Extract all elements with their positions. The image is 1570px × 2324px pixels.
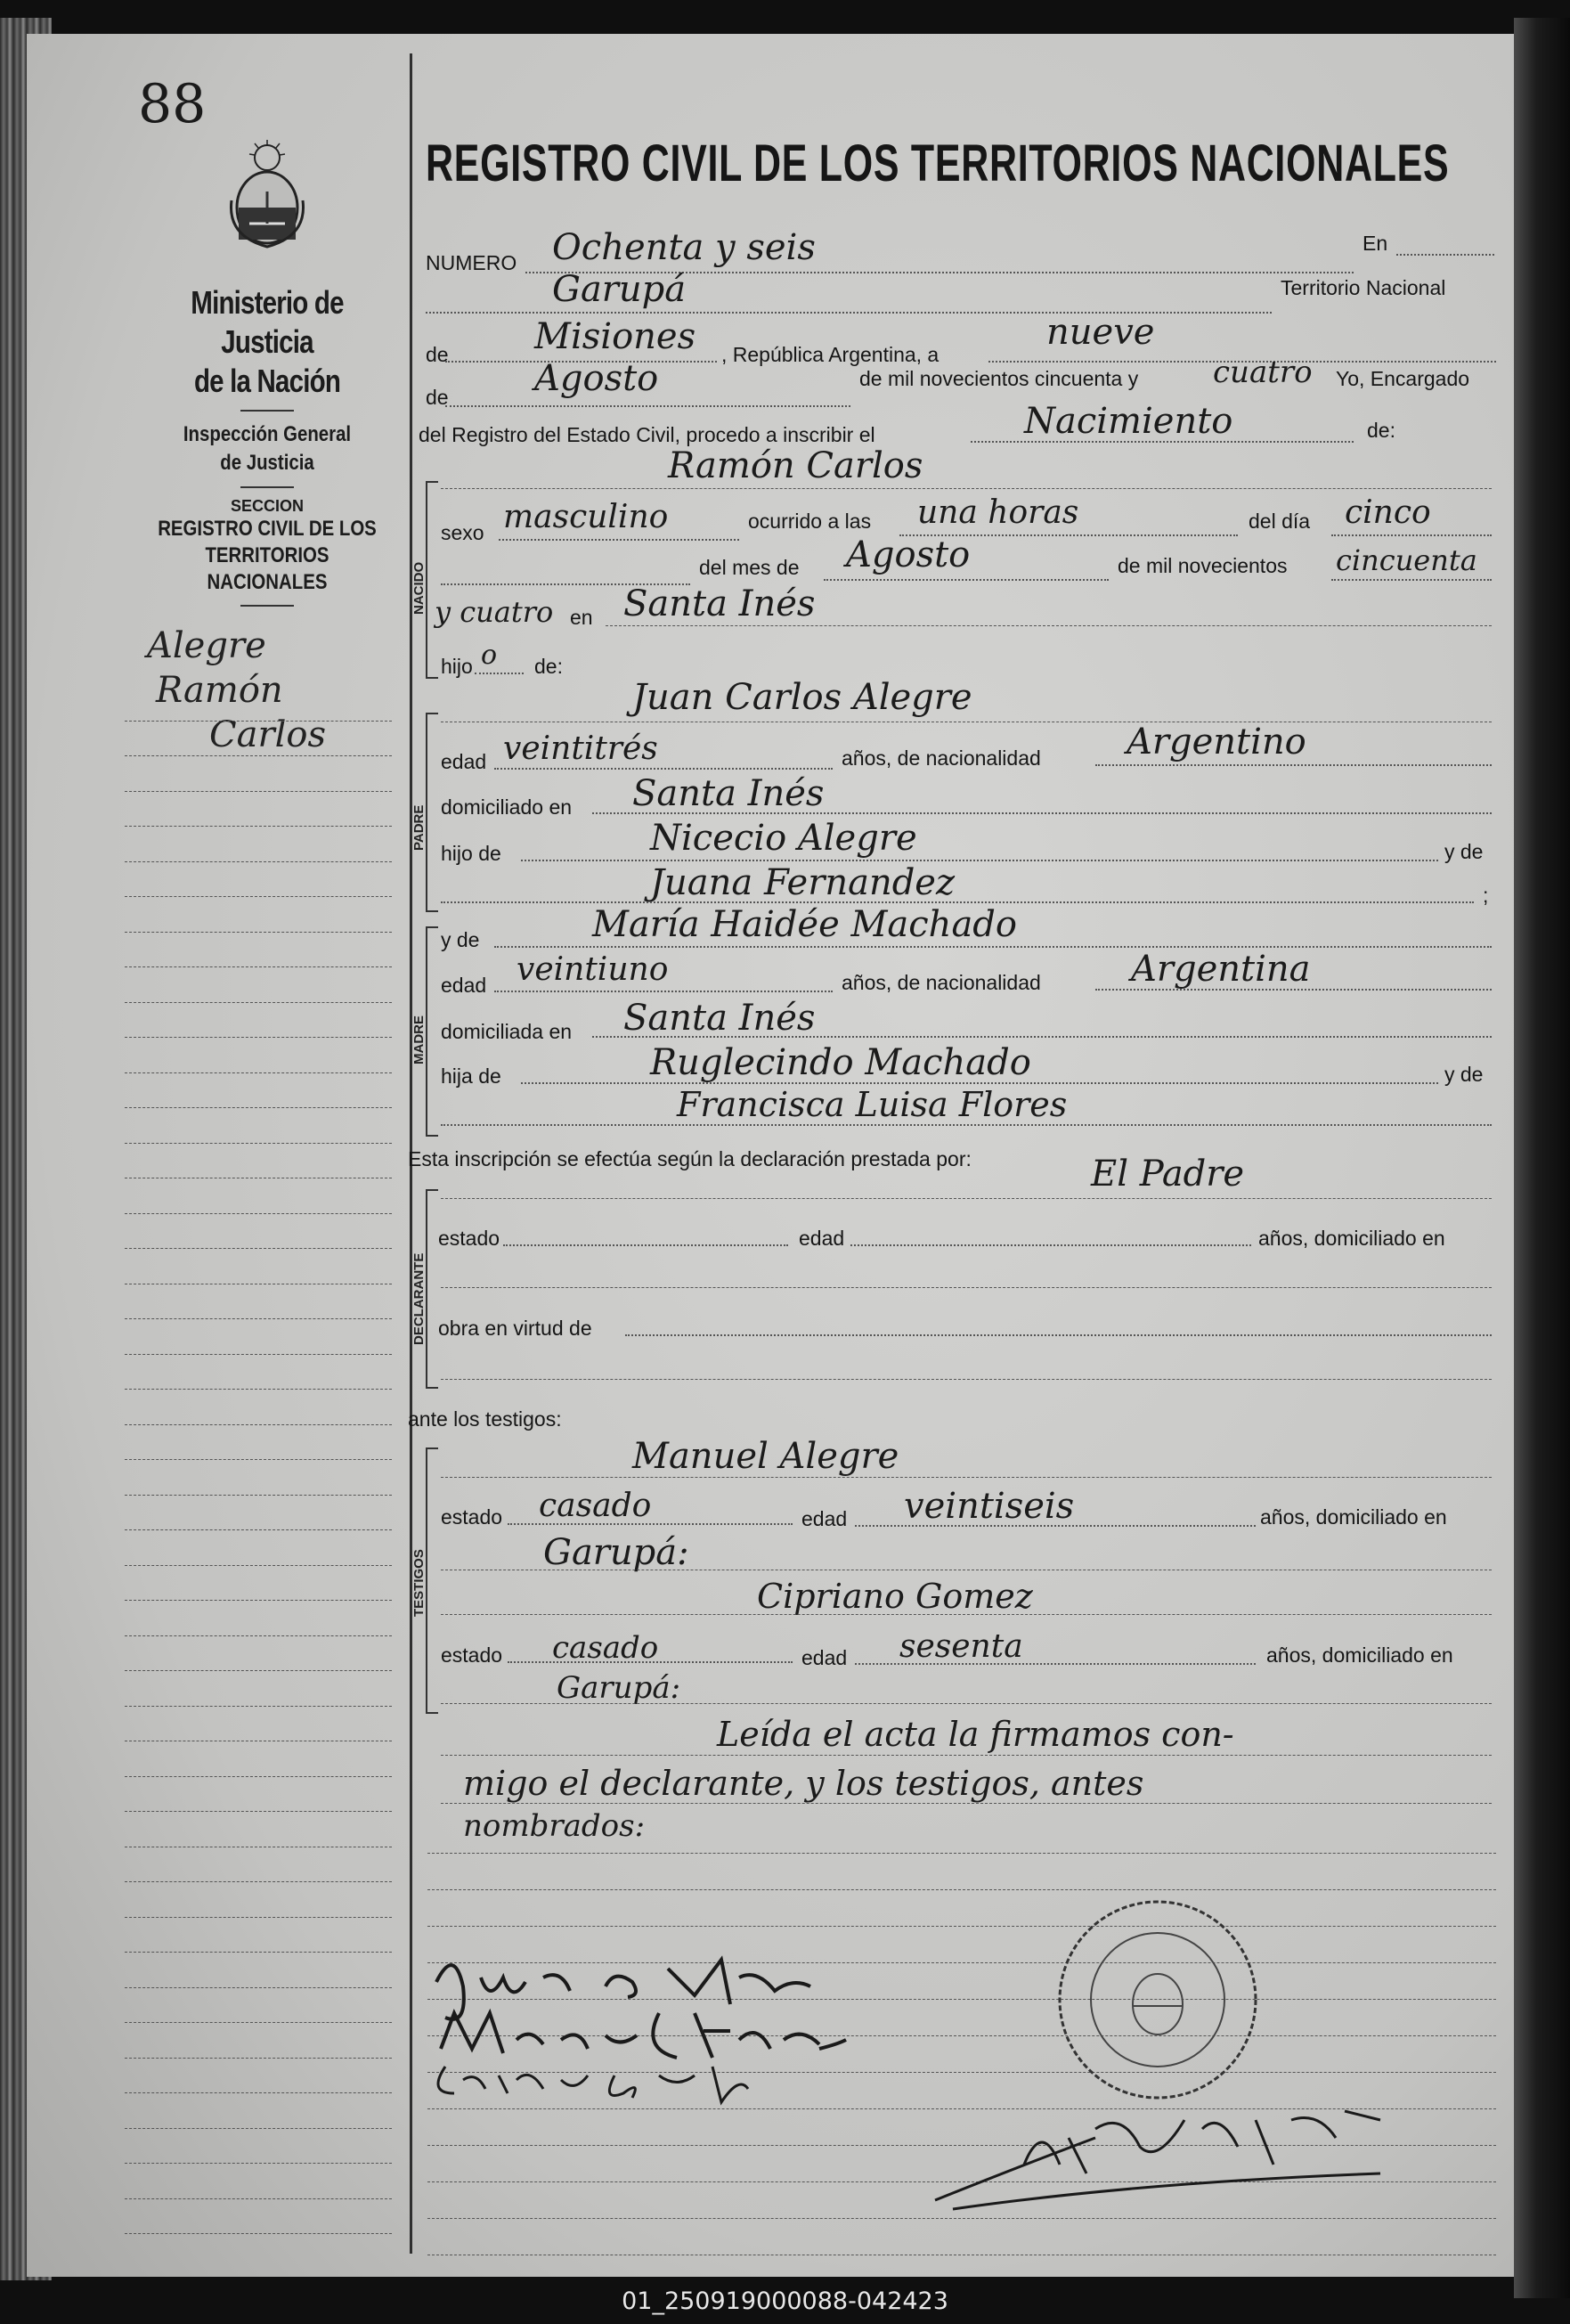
en-label: En — [1363, 232, 1388, 255]
padre-semicolon: ; — [1483, 884, 1489, 907]
w2-dom-value: Garupá: — [557, 1670, 681, 1706]
madre-hija-label: hija de — [441, 1064, 501, 1088]
mes-value: Agosto — [846, 534, 971, 575]
ministry-block — [125, 283, 410, 616]
coat-of-arms-icon — [223, 138, 312, 249]
official-stamp-icon — [1055, 1897, 1260, 2102]
witness2-name: Cipriano Gomez — [757, 1577, 1033, 1616]
declarante-intro-value: El Padre — [1091, 1154, 1245, 1195]
dia-value: cinco — [1345, 494, 1431, 531]
w1-anios-label: años, domiciliado en — [1260, 1505, 1447, 1529]
margin-firstname: Ramón — [156, 670, 283, 711]
maternal-grandmother: Francisca Luisa Flores — [677, 1085, 1068, 1124]
madre-bracket — [426, 926, 438, 1137]
margin-middlename: Carlos — [209, 714, 326, 755]
section-line-1: REGISTRO CIVIL DE LOS — [158, 517, 377, 541]
padre-nac-value: Argentino — [1127, 722, 1306, 762]
madre-yde-label: y de — [441, 928, 480, 951]
w1-edad-label: edad — [801, 1507, 848, 1530]
padre-dom-value: Santa Inés — [632, 773, 825, 814]
page-edge — [1514, 18, 1570, 2298]
nacido-section-label: NACIDO — [411, 561, 427, 615]
en-label: en — [570, 606, 593, 629]
place-value: Garupá — [552, 269, 687, 310]
de2-label: de — [426, 386, 449, 409]
territorio-label: Territorio Nacional — [1281, 276, 1446, 299]
maternal-grandfather: Ruglecindo Machado — [650, 1042, 1031, 1083]
w2-edad-value: sesenta — [899, 1628, 1023, 1665]
father-name: Juan Carlos Alegre — [632, 677, 972, 718]
paternal-grandmother: Juana Fernandez — [650, 862, 956, 903]
testigos-intro-label: ante los testigos: — [408, 1407, 562, 1431]
padre-nac-label: años, de nacionalidad — [842, 746, 1041, 770]
dia-label: del día — [1249, 510, 1311, 533]
w1-estado-label: estado — [441, 1505, 503, 1529]
numero-value: Ochenta y seis — [552, 227, 816, 268]
closing-line-2: migo el declarante, y los testigos, antes — [463, 1764, 1144, 1803]
act-value: Nacimiento — [1024, 401, 1233, 442]
madre-edad-value: veintiuno — [517, 951, 669, 988]
image-caption: 01_250919000088-042423 — [622, 2287, 948, 2315]
lugar-value: Santa Inés — [623, 583, 816, 624]
signature-4 — [917, 2084, 1416, 2218]
year-label: de mil novecientos cincuenta y — [859, 367, 1139, 390]
page-number: 88 — [138, 73, 207, 135]
encargado-label: Yo, Encargado — [1336, 367, 1470, 390]
ocurrido-label: ocurrido a las — [748, 510, 872, 533]
inspection-line-1: Inspección General — [183, 422, 352, 446]
divider — [240, 486, 294, 488]
child-name: Ramón Carlos — [668, 445, 923, 486]
testigos-bracket — [426, 1447, 438, 1714]
w2-estado-value: casado — [552, 1630, 659, 1666]
section-label: SECCION — [230, 497, 304, 515]
madre-dom-label: domiciliada en — [441, 1020, 573, 1043]
w2-edad-label: edad — [801, 1646, 848, 1669]
mother-name: María Haidée Machado — [592, 904, 1017, 945]
divider — [240, 410, 294, 412]
madre-nac-label: años, de nacionalidad — [842, 971, 1041, 994]
madre-yde2-label: y de — [1444, 1063, 1484, 1086]
paternal-grandfather: Nicecio Alegre — [650, 818, 917, 859]
registro-label: del Registro del Estado Civil, procedo a inscribir el — [419, 423, 875, 446]
madre-edad-label: edad — [441, 974, 487, 997]
padre-hijo-label: hijo de — [441, 842, 501, 865]
section-line-2: TERRITORIOS NACIONALES — [205, 543, 329, 594]
de-label: de — [426, 343, 449, 366]
w2-anios-label: años, domiciliado en — [1266, 1643, 1453, 1667]
ministry-line-1: Ministerio de Justicia — [191, 284, 344, 360]
divider — [240, 605, 294, 607]
anio-value-2: y cuatro — [435, 595, 554, 629]
anio-value: cincuenta — [1336, 543, 1477, 577]
declarante-obra-label: obra en virtud de — [438, 1317, 592, 1340]
anio-label: de mil novecientos — [1118, 554, 1288, 577]
year-value: cuatro — [1213, 355, 1313, 390]
witness1-name: Manuel Alegre — [632, 1436, 899, 1477]
nacido-bracket — [426, 481, 438, 679]
ministry-line-2: de la Nación — [193, 363, 341, 399]
margin-ruled-lines — [125, 686, 392, 2234]
declarante-intro-label: Esta inscripción se efectúa según la declaración prestada por: — [408, 1147, 972, 1170]
margin-surname: Alegre — [147, 625, 266, 666]
w1-estado-value: casado — [539, 1488, 652, 1524]
w1-edad-value: veintiseis — [904, 1486, 1075, 1527]
declarante-bracket — [426, 1189, 438, 1389]
padre-bracket — [426, 713, 438, 912]
territory-value: Misiones — [534, 316, 696, 357]
mes-label: del mes de — [699, 556, 800, 579]
madre-section-label: MADRE — [411, 1015, 427, 1064]
padre-edad-label: edad — [441, 750, 487, 773]
closing-line-1: Leída el acta la firmamos con- — [717, 1715, 1234, 1754]
numero-label: NUMERO — [426, 251, 517, 274]
declarante-section-label: DECLARANTE — [411, 1252, 427, 1345]
de-colon-label: de: — [534, 655, 563, 678]
closing-line-3: nombrados: — [463, 1808, 646, 1844]
signature-3 — [427, 2040, 766, 2111]
padre-edad-value: veintitrés — [503, 730, 658, 767]
w1-dom-value: Garupá: — [543, 1532, 689, 1573]
de3-label: de: — [1367, 419, 1395, 442]
w2-estado-label: estado — [441, 1643, 503, 1667]
day-value: nueve — [1046, 312, 1155, 353]
hijo-label: hijo — [441, 655, 473, 678]
month-value: Agosto — [534, 358, 659, 399]
declarante-anios-label: años, domiciliado en — [1258, 1227, 1445, 1250]
madre-dom-value: Santa Inés — [623, 998, 816, 1039]
inspection-line-2: de Justicia — [220, 451, 314, 475]
hijo-value: o — [481, 640, 498, 671]
declarante-edad-label: edad — [799, 1227, 845, 1250]
declarante-estado-label: estado — [438, 1227, 500, 1250]
padre-section-label: PADRE — [411, 804, 427, 851]
padre-dom-label: domiciliado en — [441, 795, 573, 819]
hora-value: una horas — [917, 494, 1079, 531]
sexo-label: sexo — [441, 521, 484, 544]
testigos-section-label: TESTIGOS — [411, 1549, 427, 1617]
madre-nac-value: Argentina — [1131, 949, 1311, 990]
padre-yde-label: y de — [1444, 840, 1484, 863]
sexo-value: masculino — [503, 499, 669, 535]
page-title: REGISTRO CIVIL DE LOS TERRITORIOS NACIONALES — [426, 135, 1450, 192]
republica-label: , República Argentina, a — [721, 343, 940, 366]
